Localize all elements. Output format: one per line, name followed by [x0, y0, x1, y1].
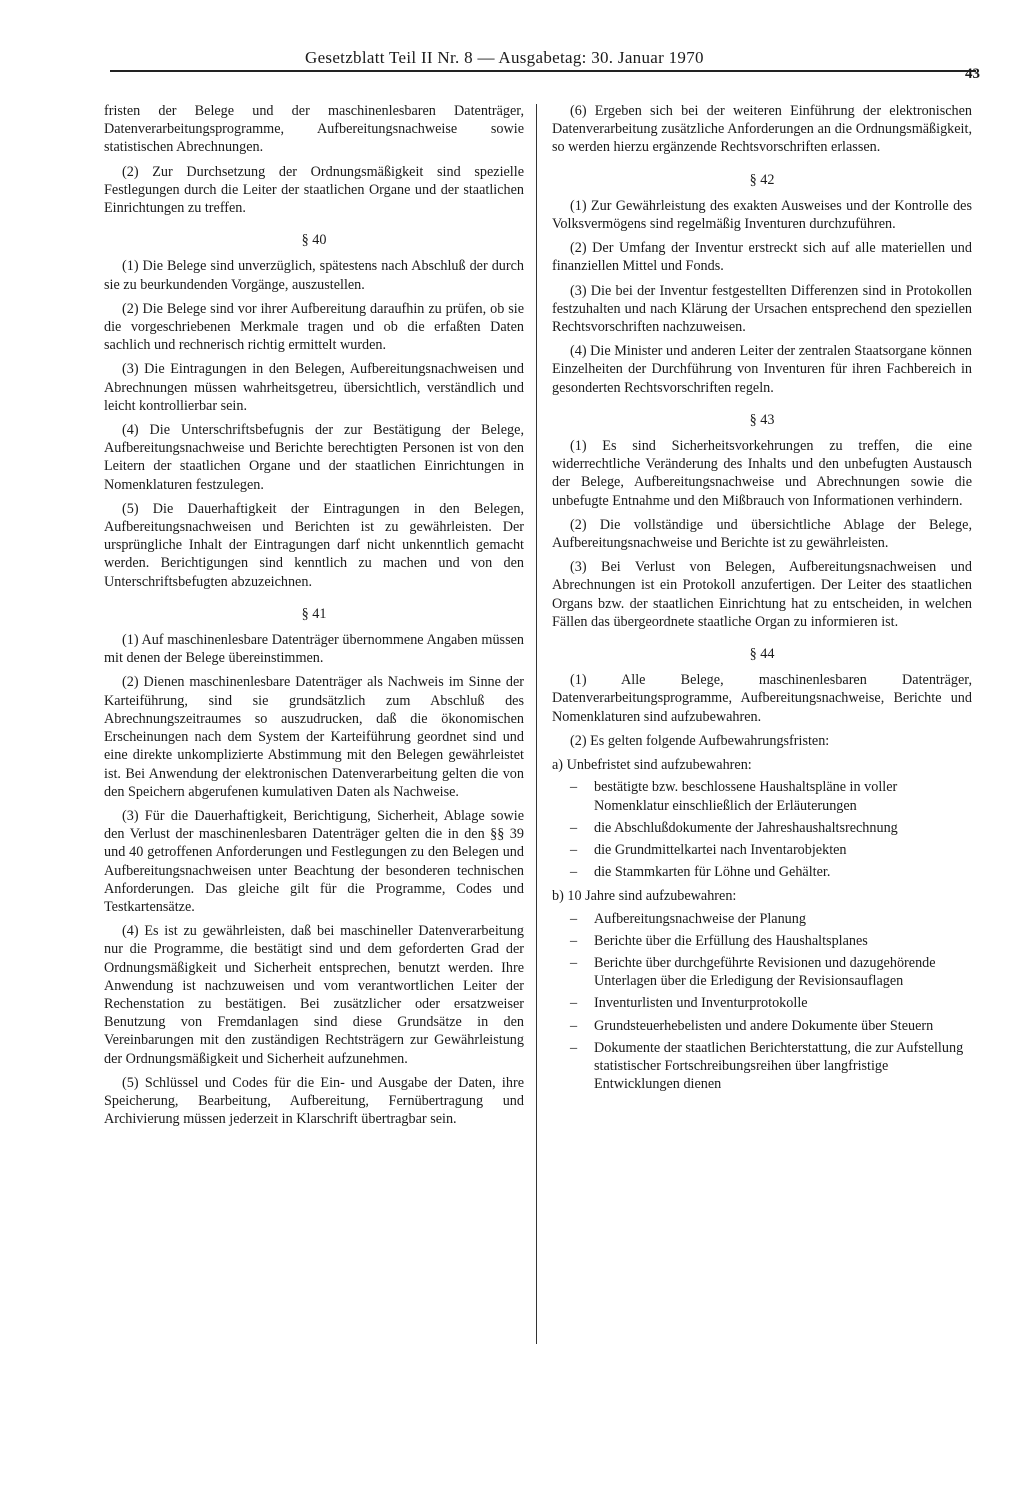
column-divider: [536, 104, 537, 1344]
list-item: – die Stammkarten für Löhne und Gehälter.: [552, 863, 972, 881]
right-column: [552, 102, 972, 1099]
header-rule: [110, 70, 976, 72]
list-item: – Dokumente der staatlichen Berichterstattung, die zur Aufstellung statistischer Fortschreibungsreihen über langfristige Entwicklungen dienen: [552, 1039, 972, 1094]
paragraph: (3) Für die Dauerhaftigkeit, Berichtigung, Sicherheit, Ablage sowie den Verlust der maschinenlesbaren Datenträger gelten die in den §§ 39 und 40 getroffenen Anforderungen und Festlegungen zu den Belegen und Aufbereitungsnachweisen unter Beachtung der besonderen technischen Anforderungen. Das gleiche gilt für die Programme, Codes und Testkartensätze.: [104, 807, 524, 915]
paragraph: (1) Es sind Sicherheitsvorkehrungen zu treffen, die eine widerrechtliche Veränderung des Inhalts und den unbefugten Austausch der Belege, Aufbereitungsnachweise und Abrechnungen sowie die unbefugte Entnahme und den Mißbrauch von Informationen verhindern.: [552, 438, 972, 509]
list-item: – Grundsteuerhebelisten und andere Dokumente über Steuern: [552, 1017, 972, 1035]
paragraph: (3) Die Eintragungen in den Belegen, Aufbereitungsnachweisen und Abrechnungen müssen wahrheitsgetreu, übersichtlich, verständlich und leicht kontrollierbar sein.: [104, 361, 524, 414]
list-item: – Aufbereitungsnachweise der Planung: [552, 910, 972, 928]
paragraph: (1) Die Belege sind unverzüglich, spätestens nach Abschluß der durch sie zu beurkundenden Vorgänge, auszustellen.: [104, 258, 524, 293]
paragraph: (6) Ergeben sich bei der weiteren Einführung der elektronischen Datenverarbeitung zusätzliche Anforderungen an die Ordnungsmäßigkeit, so werden hierzu ergänzende Rechtsvorschriften erlassen.: [552, 103, 972, 156]
paragraph: (2) Dienen maschinenlesbare Datenträger als Nachweis im Sinne der Karteiführung, sind sie grundsätzlich zum Abschluß des Abrechnungszeitraumes so auszudrucken, daß die ökonomischen Erscheinungen nach dem System der Karteiführung geordnet sind und eine direkte unkomplizierte Abstimmung mit den Belegen gewährleistet ist. Bei Anwendung der elektronischen Datenverarbeitung gelten die von den Speichern abgerufenen kumulativen Daten als Nachweise.: [104, 674, 524, 800]
paragraph: (5) Die Dauerhaftigkeit der Eintragungen in den Belegen, Aufbereitungsnachweisen und Berichten ist zu gewährleisten. Der ursprüngliche Inhalt der Eintragungen darf nicht unkenntlich gemacht werden. Berichtigungen sind kenntlich zu machen und von den Unterschriftsbefugten abzuzeichnen.: [104, 500, 524, 590]
retention-list-a: [552, 778, 972, 881]
page-number: 43: [965, 66, 980, 82]
section-heading: § 41: [301, 605, 327, 622]
section-heading: § 42: [749, 171, 775, 188]
list-heading-b: b) 10 Jahre sind aufzubewahren:: [552, 888, 737, 905]
paragraph: (2) Die Belege sind vor ihrer Aufbereitung daraufhin zu prüfen, ob sie die vorgeschriebenen Merkmale tragen und ob die erfaßten Daten sachlich und rechnerisch richtig ermittelt wurden.: [104, 300, 524, 354]
paragraph: (2) Zur Durchsetzung der Ordnungsmäßigkeit sind spezielle Festlegungen durch die Leiter der staatlichen Organe und der staatlichen Einrichtungen zu treffen.: [104, 163, 524, 217]
paragraph: (1) Auf maschinenlesbare Datenträger übernommene Angaben müssen mit denen der Belege übereinstimmen.: [104, 632, 524, 667]
paragraph: (3) Die bei der Inventur festgestellten Differenzen sind in Protokollen festzuhalten und nach Klärung der Ursachen entsprechend den speziellen Rechtsvorschriften nachzuweisen.: [552, 282, 972, 336]
paragraph: (5) Schlüssel und Codes für die Ein- und Ausgabe der Daten, ihre Speicherung, Bearbeitung, Aufbereitung, Fernübertragung und Archivierung müssen jederzeit in Klarschrift übertragbar sein.: [104, 1074, 524, 1128]
paragraph: (1) Alle Belege, maschinenlesbaren Datenträger, Datenverarbeitungsprogramme, Aufbereitungsnachweise, Berichte und Nomenklaturen sind aufzubewahren.: [552, 672, 972, 725]
section-heading: § 40: [301, 232, 327, 249]
paragraph: (3) Bei Verlust von Belegen, Aufbereitungsnachweisen und Abrechnungen ist ein Protokoll anzufertigen. Der Leiter des staatlichen Organs bzw. der staatlichen Einrichtung hat zu entscheiden, in welchen Fällen das übergeordnete staatliche Organ zu informieren ist.: [552, 559, 972, 630]
paragraph: (4) Es ist zu gewährleisten, daß bei maschineller Datenverarbeitung nur die Programme, die bestätigt sind und dem geforderten Grad der Ordnungsmäßigkeit und Sicherheit entsprechen, benutzt werden. Ihre Anwendung ist nachzuweisen und vom verantwortlichen Leiter der Rechenstation zu bestätigen. Bei zusätzlicher oder ersatzweiser Benutzung von Fremdanlagen sind diese Grundsätze in den Vereinbarungen mit den zuständigen Rechtsträgern zur Gewährleistung der Ordnungsmäßigkeit und Sicherheit aufzunehmen.: [104, 923, 524, 1067]
paragraph: fristen der Belege und der maschinenlesbaren Datenträger, Datenverarbeitungsprogramme, Aufbereitungsnachweise sowie statistischen Abrechnungen.: [104, 103, 524, 156]
section-heading: § 44: [749, 646, 775, 663]
page-header: [110, 44, 986, 82]
paragraph: (2) Es gelten folgende Aufbewahrungsfristen:: [570, 732, 830, 749]
list-item: – die Grundmittelkartei nach Inventarobjekten: [552, 841, 972, 859]
paragraph: (4) Die Unterschriftsbefugnis der zur Bestätigung der Belege, Aufbereitungsnachweise und Berichte berechtigten Personen ist von den Leitern der staatlichen Organe und der staatlichen Einrichtungen in Nomenklaturen festzulegen.: [104, 422, 524, 493]
list-item: – die Abschlußdokumente der Jahreshaushaltsrechnung: [552, 819, 972, 837]
list-heading-a: a) Unbefristet sind aufzubewahren:: [552, 757, 752, 774]
list-item: – Berichte über durchgeführte Revisionen und dazugehörende Unterlagen über die Erledigung der Revisionsauflagen: [552, 954, 972, 990]
list-item: – Inventurlisten und Inventurprotokolle: [552, 994, 972, 1012]
list-item: – bestätigte bzw. beschlossene Haushaltspläne in voller Nomenklatur einschließlich der Erläuterungen: [552, 778, 972, 814]
list-item: – Berichte über die Erfüllung des Haushaltsplanes: [552, 932, 972, 950]
paragraph: (1) Zur Gewährleistung des exakten Ausweises und der Kontrolle des Volksvermögens sind regelmäßig Inventuren durchzuführen.: [552, 197, 972, 233]
retention-list-b: [552, 910, 972, 1094]
paragraph: (4) Die Minister und anderen Leiter der zentralen Staatsorgane können Einzelheiten der Durchführung von Inventuren für ihren Fachbereich in gesonderten Rechtsvorschriften regeln.: [552, 343, 972, 396]
left-column: [104, 102, 524, 1134]
header-title: Gesetzblatt Teil II Nr. 8 — Ausgabetag: 30. Januar 1970: [305, 48, 704, 67]
paragraph: (2) Der Umfang der Inventur erstreckt sich auf alle materiellen und finanziellen Mittel und Fonds.: [552, 240, 972, 275]
section-heading: § 43: [749, 411, 775, 428]
paragraph: (2) Die vollständige und übersichtliche Ablage der Belege, Aufbereitungsnachweise und Berichte ist zu gewährleisten.: [552, 516, 972, 552]
